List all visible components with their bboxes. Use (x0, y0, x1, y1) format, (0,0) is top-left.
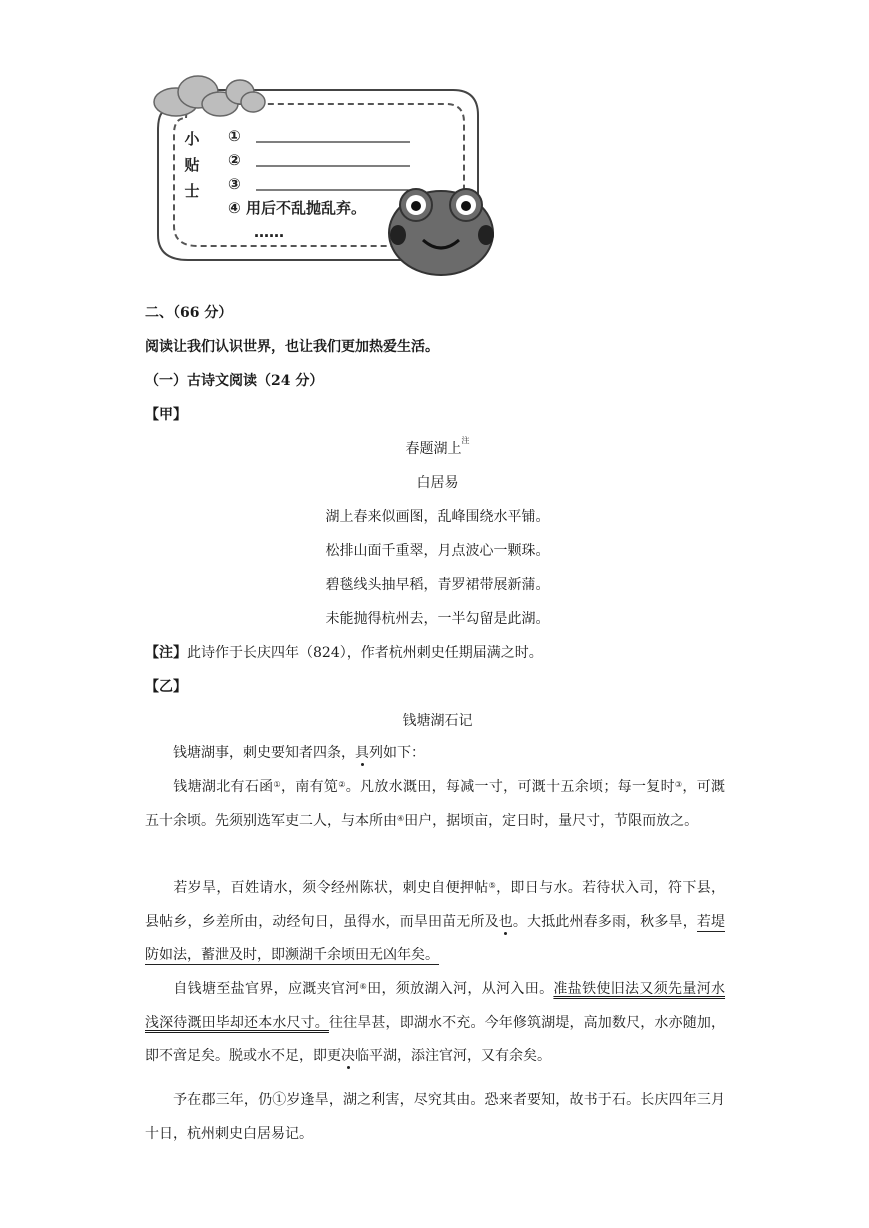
tips-list (228, 124, 366, 244)
prose-paragraph-1: 钱塘湖事，刺史要知者四条，具列如下： (173, 745, 425, 761)
poem-title (145, 438, 730, 458)
cloud-icon (154, 76, 265, 116)
tips-item (228, 172, 366, 196)
prose-paragraph-2: 钱塘湖北有石函①，南有笕②。凡放水溉田，每减一寸，可溉十五余顷；每一复时③，可溉五十余顷。先须别选军吏二人，与本所由④田户，据顷亩，定日时，量尺寸，节限而放之。 (145, 779, 726, 829)
tips-item (228, 148, 366, 172)
prose-paragraph-3: 若岁旱，百姓请水，须令经州陈状，刺史自便押帖⑤，即日与水。若待状入司，符下县，县帖乡，乡差所由，动经旬日，虽得水，而旱田苗无所及也。大抵此州春多雨，秋多旱，若堤防如法，蓄泄及时，即濒湖千余顷田无凶年矣。 (145, 880, 726, 963)
sub-heading: （一）古诗文阅读（24 分） (145, 373, 324, 389)
emphasis-dot: 具 (355, 745, 369, 761)
underlined-sentence: 若堤防如法，蓄泄及时，即濒湖千余顷田无凶年矣。 (145, 913, 726, 963)
tips-side-title-char: 士 (184, 182, 200, 200)
label-yi: 【乙】 (145, 679, 187, 695)
section-intro: 阅读让我们认识世界，也让我们更加热爱生活。 (145, 339, 439, 355)
poem-line: 碧毯线头抽早稻，青罗裙带展新蒲。 (325, 577, 550, 593)
tips-item-num: ① (228, 127, 241, 145)
wavy-underlined-sentence: 准盐铁使旧法又须先量河水浅深待溉田毕却还本水尺寸。 (145, 981, 726, 1031)
tips-item-text: 用后不乱抛乱弃。 (245, 199, 366, 217)
poem-note (145, 642, 543, 662)
prose-title: 钱塘湖石记 (402, 713, 473, 729)
tips-side-title-char: 贴 (184, 156, 200, 174)
tips-item-num: ③ (228, 175, 241, 193)
poem-line: 湖上春来似画图，乱峰围绕水平铺。 (325, 509, 550, 525)
poem-note-label: 【注】 (145, 645, 187, 661)
prose-paragraph-4: 自钱塘至盐官界，应溉夹官河⑥田，须放湖入河，从河入田。准盐铁使旧法又须先量河水浅深待溉田毕却还本水尺寸。往往旱甚，即湖水不充。今年修筑湖堤，高加数尺，水亦随加，即不啻足矣。脱或水不足，即更决临平湖，添注官河，又有余矣。 (145, 981, 726, 1064)
poem-title-note: 注 (461, 436, 470, 445)
tips-side-title-char: 小 (184, 130, 200, 148)
tips-item (228, 124, 366, 148)
label-jia: 【甲】 (145, 407, 187, 423)
poem-line: 松排山面千重翠，月点波心一颗珠。 (325, 543, 550, 559)
tips-side-title (182, 126, 202, 204)
emphasis-dot: 也 (498, 913, 513, 930)
poem-title-text: 春题湖上 (405, 441, 462, 457)
tips-ellipsis: …… (254, 223, 284, 241)
section-heading: 二、（66 分） (145, 305, 233, 321)
prose-paragraph-5: 予在郡三年，仍①岁逢旱，湖之利害，尽究其由。恐来者要知，故书于石。长庆四年三月十日，杭州刺史白居易记。 (145, 1092, 725, 1142)
emphasis-dot: 决 (341, 1048, 355, 1064)
poem-note-text: 此诗作于长庆四年（824），作者杭州刺史任期届满之时。 (187, 645, 543, 661)
frog-icon (389, 189, 494, 275)
tips-item (228, 196, 366, 220)
poem-author: 白居易 (416, 475, 459, 491)
tips-card-illustration (148, 70, 498, 280)
tips-item-num: ② (228, 151, 241, 169)
tips-item-num: ④ (228, 199, 241, 217)
poem-line: 未能抛得杭州去，一半勾留是此湖。 (325, 611, 550, 627)
